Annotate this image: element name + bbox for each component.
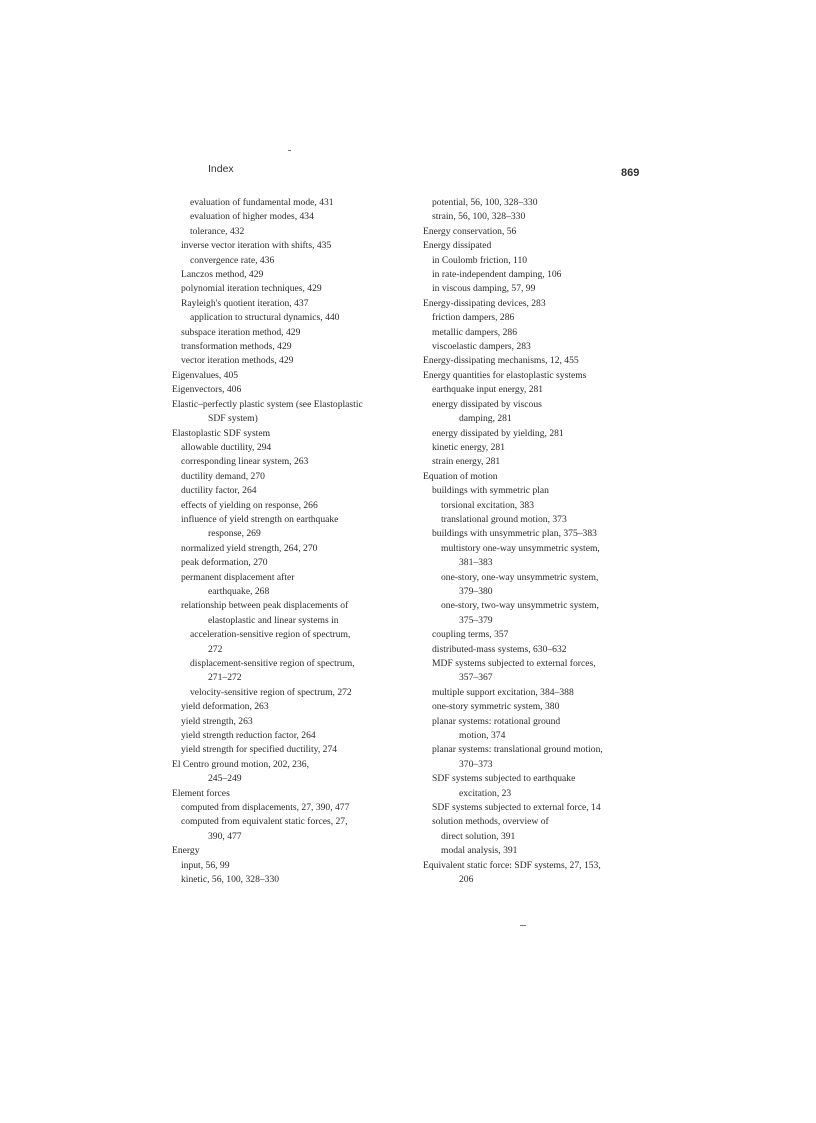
index-entry-continuation: 370–373 [459,758,493,770]
index-entry-text: Energy dissipated [423,240,492,252]
index-entry-text: input, 56, 99 [181,859,230,871]
index-entry-text: peak deformation, 270 [181,557,268,569]
index-entry-text: yield deformation, 263 [181,701,269,713]
index-entry [423,340,655,354]
index-entry-text: normalized yield strength, 264, 270 [181,542,318,554]
scan-speck [288,150,291,151]
index-entry-text: yield strength for specified ductility, 274 [181,744,338,756]
index-entry-text: friction dampers, 286 [432,312,515,324]
index-entry-text: displacement-sensitive region of spectrum, [190,658,355,669]
index-entry-text: one-story, two-way unsymmetric system, [441,600,599,612]
index-entry-text: tolerance, 432 [190,225,245,237]
index-entry [423,484,655,498]
index-entry [423,743,655,772]
index-entry-text: modal analysis, 391 [441,845,518,857]
index-entry-continuation: excitation, 23 [459,787,512,799]
index-entry [423,326,655,340]
index-entry [172,743,404,757]
index-entry-text: multistory one-way unsymmetric system, [441,542,600,554]
index-entry [172,859,404,873]
index-entry-continuation: SDF system) [208,413,258,425]
index-entry-text: energy dissipated by yielding, 281 [432,427,564,439]
index-entry [423,859,655,888]
index-entry-continuation: 245–249 [208,773,242,785]
index-entry-continuation: motion, 374 [459,730,506,742]
index-entry-text: permanent displacement after [181,571,295,583]
index-entry-text: energy dissipated by viscous [432,398,542,410]
index-column-left [172,196,404,888]
index-entry [423,455,655,469]
index-entry [172,268,404,282]
index-entry-text: Elastic–perfectly plastic system (see Elastoplastic [172,398,363,410]
index-entry-text: Equivalent static force: SDF systems, 27, 153, [423,859,601,871]
index-entry [423,571,655,600]
index-entry-text: Elastoplastic SDF system [172,427,271,439]
index-entry-text: polynomial iteration techniques, 429 [181,283,322,295]
index-entry-continuation: 375–379 [459,614,493,626]
index-entry-text: viscoelastic dampers, 283 [432,341,531,353]
index-entry [172,571,404,600]
index-entry [423,772,655,801]
index-entry-text: Energy-dissipating devices, 283 [423,297,546,309]
index-entry-text: kinetic, 56, 100, 328–330 [181,874,280,886]
index-entry-text: Element forces [172,787,230,799]
index-entry-text: ductility demand, 270 [181,470,265,482]
index-entry [172,441,404,455]
index-entry-text: evaluation of higher modes, 434 [190,211,314,223]
index-entry-text: evaluation of fundamental mode, 431 [190,197,334,208]
index-entry [172,254,404,268]
index-entry [172,657,404,686]
index-entry [172,628,404,657]
index-entry [172,484,404,498]
index-entry-continuation: 271–272 [208,672,242,684]
index-entry-text: influence of yield strength on earthquake [181,513,339,525]
index-entry [423,441,655,455]
index-entry-continuation: elastoplastic and linear systems in [208,614,339,626]
index-entry-text: application to structural dynamics, 440 [190,312,340,324]
page-number: 869 [621,167,640,179]
index-entry-text: kinetic energy, 281 [432,441,505,453]
index-entry [172,815,404,844]
index-entry-text: planar systems: translational ground motion, [432,744,603,756]
index-entry-text: planar systems: rotational ground [432,715,561,727]
index-entry [172,556,404,570]
index-entry-text: strain, 56, 100, 328–330 [432,211,526,223]
index-entry [172,427,404,441]
index-entry [172,844,404,858]
index-entry [423,383,655,397]
index-entry-text: one-story symmetric system, 380 [432,701,560,713]
index-entry-continuation: 206 [459,874,474,886]
index-entry-text: vector iteration methods, 429 [181,355,294,367]
index-entry [172,239,404,253]
index-entry-text: relationship between peak displacements of [181,600,349,612]
index-entry-text: computed from displacements, 27, 390, 477 [181,802,350,814]
index-entry-text: SDF systems subjected to external force, 14 [432,802,601,814]
index-entry-text: Energy-dissipating mechanisms, 12, 455 [423,355,579,367]
index-entry [172,801,404,815]
index-entry [172,210,404,224]
index-entry [423,513,655,527]
index-entry [423,369,655,383]
index-entry-text: Eigenvalues, 405 [172,369,239,381]
index-entry [172,715,404,729]
index-entry-continuation: 272 [208,643,223,655]
index-entry [172,599,404,628]
index-entry-text: Eigenvectors, 406 [172,384,242,396]
index-entry [423,311,655,325]
index-entry [172,326,404,340]
index-entry [423,470,655,484]
index-entry [423,815,655,829]
index-entry-text: convergence rate, 436 [190,254,275,266]
index-entry-text: solution methods, overview of [432,816,549,828]
index-entry [172,369,404,383]
index-entry [172,311,404,325]
index-entry [423,398,655,427]
index-entry [172,383,404,397]
index-entry-text: earthquake input energy, 281 [432,384,544,396]
index-entry-text: Rayleigh's quotient iteration, 437 [181,297,309,309]
index-entry-text: Energy quantities for elastoplastic systems [423,369,587,381]
index-entry [172,873,404,887]
index-entry-text: yield strength, 263 [181,715,253,727]
index-entry-text: allowable ductility, 294 [181,441,272,453]
index-entry-text: transformation methods, 429 [181,341,292,353]
index-entry [423,844,655,858]
index-entry-text: coupling terms, 357 [432,629,509,641]
index-entry [423,830,655,844]
index-entry-continuation: 357–367 [459,672,493,684]
index-entry [423,196,655,210]
index-entry [172,499,404,513]
index-entry [172,297,404,311]
index-entry-text: direct solution, 391 [441,830,516,842]
index-entry [423,225,655,239]
index-entry-text: in rate-independent damping, 106 [432,269,562,281]
index-entry [423,210,655,224]
index-entry [423,542,655,571]
index-entry [423,700,655,714]
index-entry-text: in Coulomb friction, 110 [432,254,528,266]
index-entry-text: in viscous damping, 57, 99 [432,283,536,295]
index-entry [423,282,655,296]
index-column-right [423,196,655,888]
index-entry-text: acceleration-sensitive region of spectrum, [190,629,351,641]
index-entry [172,686,404,700]
index-entry-text: torsional excitation, 383 [441,499,534,511]
index-entry-continuation: damping, 281 [459,413,512,425]
index-entry [172,225,404,239]
scan-speck [520,925,526,926]
index-entry-text: multiple support excitation, 384–388 [432,686,574,698]
index-entry-text: distributed-mass systems, 630–632 [432,643,567,655]
index-entry [423,254,655,268]
index-entry-text: ductility factor, 264 [181,485,257,497]
index-entry-text: Equation of motion [423,470,498,482]
index-entry [423,657,655,686]
index-entry [423,801,655,815]
index-entry [172,542,404,556]
index-entry-text: buildings with symmetric plan [432,485,549,497]
index-entry [423,297,655,311]
index-entry [172,455,404,469]
index-entry-text: inverse vector iteration with shifts, 435 [181,240,332,252]
index-entry-text: yield strength reduction factor, 264 [181,730,316,742]
index-entry [423,527,655,541]
index-entry-continuation: 390, 477 [208,830,242,842]
index-entry [172,398,404,427]
index-entry-text: effects of yielding on response, 266 [181,499,318,511]
index-entry-continuation: 379–380 [459,585,493,597]
index-entry-text: strain energy, 281 [432,456,501,468]
index-entry [423,643,655,657]
index-entry [423,499,655,513]
index-entry-text: Lanczos method, 429 [181,269,264,281]
index-entry-text: metallic dampers, 286 [432,326,517,338]
index-entry-text: El Centro ground motion, 202, 236, [172,758,309,770]
index-entry-continuation: 381–383 [459,557,493,569]
index-entry-text: corresponding linear system, 263 [181,456,309,468]
index-entry [423,239,655,253]
index-entry-text: buildings with unsymmetric plan, 375–383 [432,528,597,540]
index-entry-text: potential, 56, 100, 328–330 [432,197,538,208]
index-entry [423,354,655,368]
index-entry [423,599,655,628]
index-entry [172,282,404,296]
index-entry-text: Energy [172,845,200,857]
index-entry-text: subspace iteration method, 429 [181,326,301,338]
index-entry-text: Energy conservation, 56 [423,225,517,237]
index-entry [172,758,404,787]
index-entry-text: translational ground motion, 373 [441,513,567,525]
index-entry [423,686,655,700]
index-entry [172,470,404,484]
index-entry [423,715,655,744]
index-entry [172,513,404,542]
index-entry [423,268,655,282]
running-head: Index [208,163,234,175]
index-entry-continuation: earthquake, 268 [208,585,270,597]
index-entry [172,196,404,210]
index-entry [423,427,655,441]
index-entry-text: MDF systems subjected to external forces, [432,658,596,669]
index-entry-text: one-story, one-way unsymmetric system, [441,571,599,583]
index-entry [423,628,655,642]
index-entry [172,729,404,743]
index-entry [172,340,404,354]
index-entry [172,787,404,801]
index-entry-text: velocity-sensitive region of spectrum, 272 [190,686,352,698]
index-entry-text: computed from equivalent static forces, 27, [181,816,348,828]
index-entry [172,700,404,714]
index-entry-text: SDF systems subjected to earthquake [432,773,576,785]
index-entry-continuation: response, 269 [208,528,261,540]
index-entry [172,354,404,368]
